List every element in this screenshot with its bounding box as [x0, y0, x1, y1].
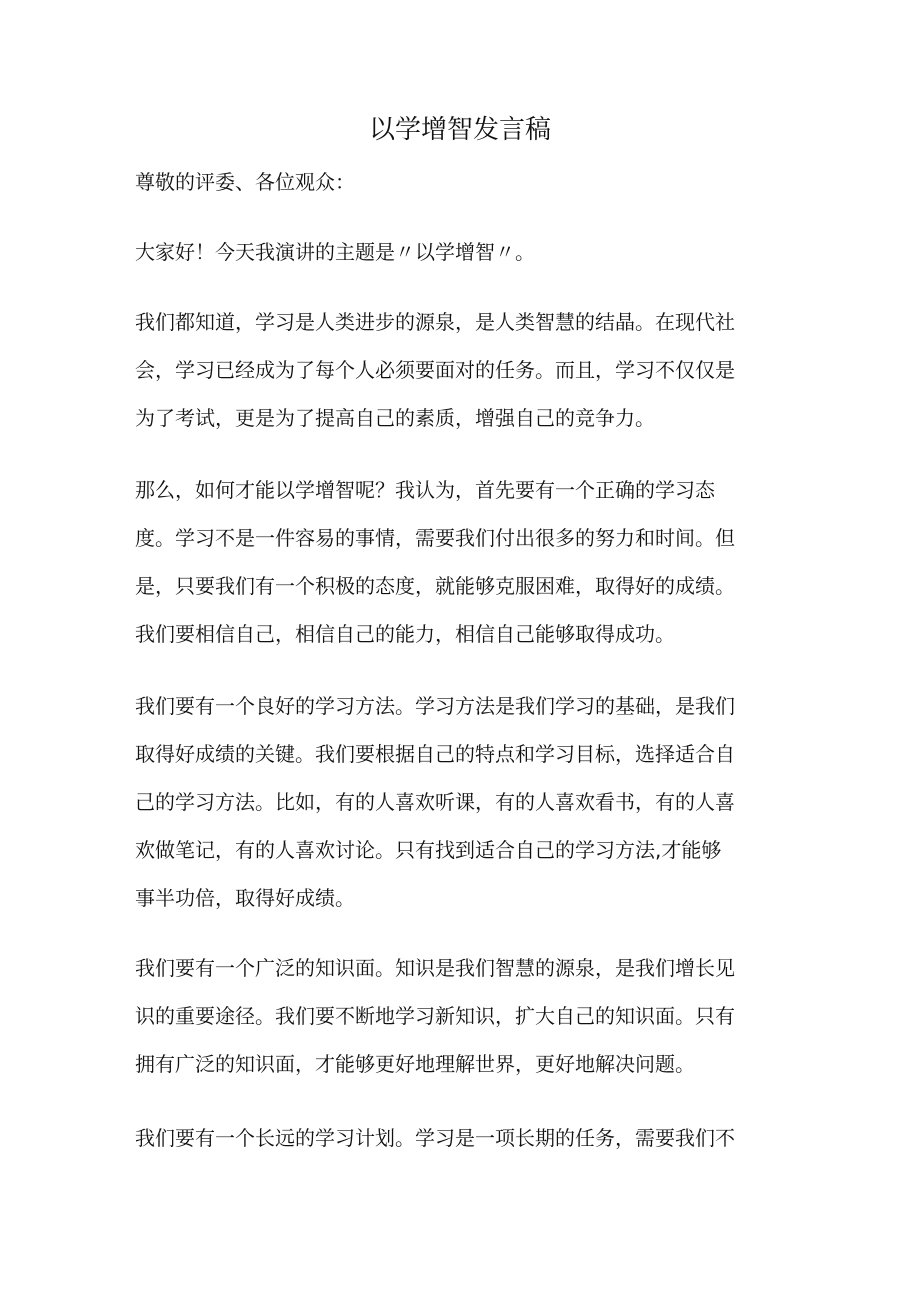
paragraph-line: 拥有广泛的知识面，才能够更好地理解世界，更好地解决问题。 [135, 1052, 695, 1076]
paragraph-1 [135, 228, 787, 276]
paragraph-line: 取得好成绩的关键。我们要根据自己的特点和学习目标，选择适合自 [135, 742, 735, 766]
paragraph-line: 识的重要途径。我们要不断地学习新知识，扩大自己的知识面。只有 [135, 1004, 735, 1028]
salutation-line: 尊敬的评委、各位观众： [135, 170, 355, 194]
paragraph-line: 是，只要我们有一个积极的态度，就能够克服困难，取得好的成绩。 [135, 574, 735, 598]
paragraph-line: 我们要相信自己，相信自己的能力，相信自己能够取得成功。 [135, 622, 675, 646]
paragraph-2 [135, 298, 787, 442]
paragraph-line: 我们都知道，学习是人类进步的源泉，是人类智慧的结晶。在现代社 [135, 310, 735, 334]
paragraph-3 [135, 466, 787, 658]
paragraph-line: 度。学习不是一件容易的事情，需要我们付出很多的努力和时间。但 [135, 526, 735, 550]
paragraph-4 [135, 682, 787, 922]
paragraph-line: 那么，如何才能以学增智呢？我认为，首先要有一个正确的学习态 [135, 478, 715, 502]
paragraph-line: 我们要有一个良好的学习方法。学习方法是我们学习的基础，是我们 [135, 694, 735, 718]
paragraph-5 [135, 944, 787, 1088]
paragraph-line: 大家好！今天我演讲的主题是〃以学增智〃。 [135, 240, 535, 264]
paragraph-line: 我们要有一个长远的学习计划。学习是一项长期的任务，需要我们不 [135, 1126, 735, 1150]
document-title: 以学增智发言稿 [368, 115, 551, 145]
paragraph-6 [135, 1114, 787, 1162]
salutation [135, 158, 787, 206]
paragraph-line: 欢做笔记，有的人喜欢讨论。只有找到适合自己的学习方法,才能够 [135, 838, 722, 862]
paragraph-line: 会，学习已经成为了每个人必须要面对的任务。而且，学习不仅仅是 [135, 358, 735, 382]
paragraph-line: 事半功倍，取得好成绩。 [135, 886, 355, 910]
paragraph-line: 为了考试，更是为了提高自己的素质，增强自己的竞争力。 [135, 406, 655, 430]
paragraph-line: 我们要有一个广泛的知识面。知识是我们智慧的源泉，是我们增长见 [135, 956, 735, 980]
paragraph-line: 己的学习方法。比如，有的人喜欢听课，有的人喜欢看书，有的人喜 [135, 790, 735, 814]
